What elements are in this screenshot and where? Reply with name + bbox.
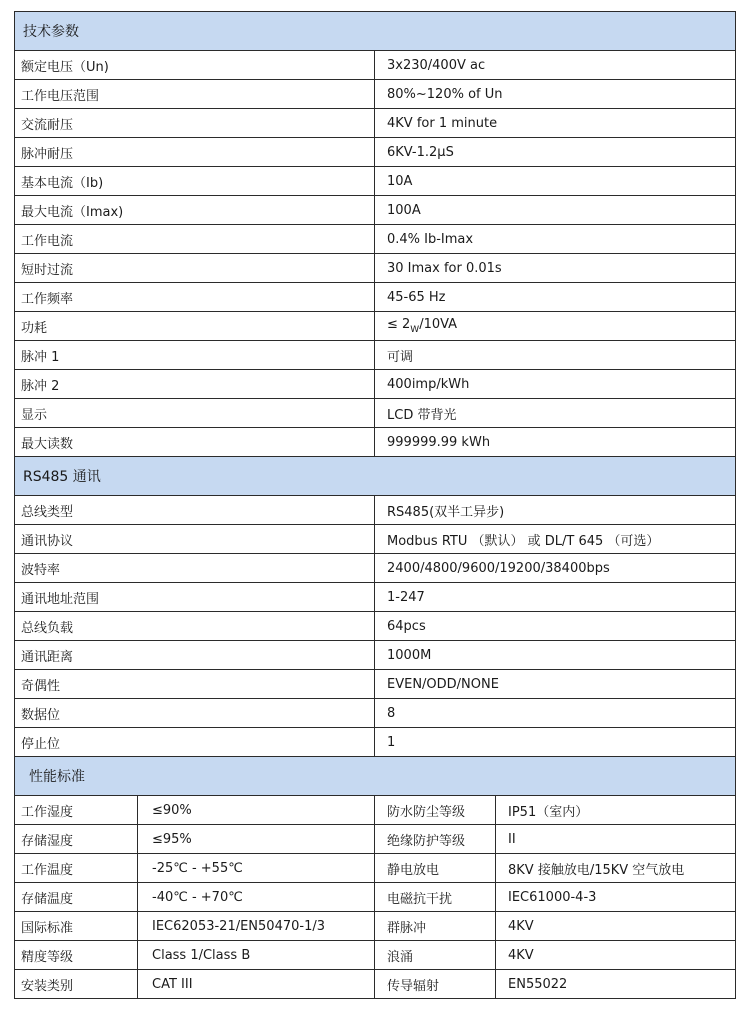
param-value: -40℃ - +70℃ xyxy=(138,883,375,912)
param-label: 静电放电 xyxy=(375,854,496,883)
param-value: Class 1/Class B xyxy=(138,941,375,970)
param-label: 绝缘防护等级 xyxy=(375,825,496,854)
param-value: EN55022 xyxy=(496,970,736,999)
param-value: 80%~120% of Un xyxy=(375,80,736,109)
table-row xyxy=(15,912,736,941)
param-label: 国际标准 xyxy=(15,912,138,941)
table-row xyxy=(15,699,736,728)
table-row xyxy=(15,554,736,583)
param-value: LCD 带背光 xyxy=(375,399,736,428)
param-label: 通讯距离 xyxy=(15,641,375,670)
param-label: 交流耐压 xyxy=(15,109,375,138)
param-value: 400imp/kWh xyxy=(375,370,736,399)
param-value: 4KV xyxy=(496,912,736,941)
spec-sheet xyxy=(14,11,735,999)
param-label: 脉冲耐压 xyxy=(15,138,375,167)
param-label: 显示 xyxy=(15,399,375,428)
table-row xyxy=(15,225,736,254)
param-value: 8 xyxy=(375,699,736,728)
param-label: 脉冲 2 xyxy=(15,370,375,399)
param-label: 总线负载 xyxy=(15,612,375,641)
table-row xyxy=(15,796,736,825)
param-value: Modbus RTU （默认） 或 DL/T 645 （可选） xyxy=(375,525,736,554)
table-row xyxy=(15,167,736,196)
param-value: 999999.99 kWh xyxy=(375,428,736,457)
table-row xyxy=(15,399,736,428)
table-row xyxy=(15,80,736,109)
section-header xyxy=(15,457,736,496)
table-row xyxy=(15,51,736,80)
table-row xyxy=(15,728,736,757)
table-row xyxy=(15,525,736,554)
param-label: 传导辐射 xyxy=(375,970,496,999)
param-label: 安装类别 xyxy=(15,970,138,999)
table-row xyxy=(15,138,736,167)
param-value: RS485(双半工异步) xyxy=(375,496,736,525)
param-value: 45-65 Hz xyxy=(375,283,736,312)
param-label: 最大电流（Imax) xyxy=(15,196,375,225)
param-label: 存储温度 xyxy=(15,883,138,912)
param-label: 基本电流（Ib) xyxy=(15,167,375,196)
param-value: 可调 xyxy=(375,341,736,370)
table-row xyxy=(15,883,736,912)
param-label: 奇偶性 xyxy=(15,670,375,699)
table-row xyxy=(15,428,736,457)
param-label: 总线类型 xyxy=(15,496,375,525)
param-value: EVEN/ODD/NONE xyxy=(375,670,736,699)
table-row xyxy=(15,254,736,283)
table-row xyxy=(15,670,736,699)
param-label: 通讯协议 xyxy=(15,525,375,554)
table-row xyxy=(15,496,736,525)
param-label: 通讯地址范围 xyxy=(15,583,375,612)
param-label: 工作湿度 xyxy=(15,796,138,825)
param-label: 数据位 xyxy=(15,699,375,728)
param-label: 工作频率 xyxy=(15,283,375,312)
param-value: -25℃ - +55℃ xyxy=(138,854,375,883)
section-title: 技术参数 xyxy=(15,12,736,51)
param-label: 工作电压范围 xyxy=(15,80,375,109)
table-row xyxy=(15,612,736,641)
param-value: IEC61000-4-3 xyxy=(496,883,736,912)
param-value xyxy=(375,312,736,341)
table-row xyxy=(15,583,736,612)
param-label: 群脉冲 xyxy=(375,912,496,941)
param-label: 防水防尘等级 xyxy=(375,796,496,825)
param-value: 100A xyxy=(375,196,736,225)
param-label: 波特率 xyxy=(15,554,375,583)
section-title: RS485 通讯 xyxy=(15,457,736,496)
power-suffix: /10VA xyxy=(419,317,458,332)
param-label: 浪涌 xyxy=(375,941,496,970)
param-value: 1 xyxy=(375,728,736,757)
param-value: II xyxy=(496,825,736,854)
param-value: 3x230/400V ac xyxy=(375,51,736,80)
technical-parameters-table xyxy=(14,11,736,457)
table-row xyxy=(15,283,736,312)
param-value: 8KV 接触放电/15KV 空气放电 xyxy=(496,854,736,883)
table-row xyxy=(15,941,736,970)
param-value: 0.4% Ib-Imax xyxy=(375,225,736,254)
param-value: 4KV xyxy=(496,941,736,970)
table-row xyxy=(15,196,736,225)
param-label: 停止位 xyxy=(15,728,375,757)
param-value: IEC62053-21/EN50470-1/3 xyxy=(138,912,375,941)
table-row xyxy=(15,370,736,399)
rs485-table xyxy=(14,456,736,757)
param-value: 30 Imax for 0.01s xyxy=(375,254,736,283)
param-label: 功耗 xyxy=(15,312,375,341)
table-row xyxy=(15,341,736,370)
section-header xyxy=(15,12,736,51)
param-value: 6KV-1.2μS xyxy=(375,138,736,167)
section-header xyxy=(15,757,736,796)
param-value: 4KV for 1 minute xyxy=(375,109,736,138)
performance-standards-table xyxy=(14,756,736,999)
param-label: 最大读数 xyxy=(15,428,375,457)
table-row xyxy=(15,825,736,854)
param-label: 精度等级 xyxy=(15,941,138,970)
table-row xyxy=(15,312,736,341)
param-value: ≤95% xyxy=(138,825,375,854)
table-row xyxy=(15,854,736,883)
param-value: 1-247 xyxy=(375,583,736,612)
table-row xyxy=(15,970,736,999)
table-row xyxy=(15,109,736,138)
param-label: 工作电流 xyxy=(15,225,375,254)
table-row xyxy=(15,641,736,670)
param-value: CAT III xyxy=(138,970,375,999)
param-label: 工作温度 xyxy=(15,854,138,883)
param-label: 电磁抗干扰 xyxy=(375,883,496,912)
power-subscript: W xyxy=(410,325,420,335)
power-prefix: ≤ 2 xyxy=(387,317,411,332)
param-value: 1000M xyxy=(375,641,736,670)
param-label: 存储湿度 xyxy=(15,825,138,854)
param-value: ≤90% xyxy=(138,796,375,825)
param-value: IP51（室内） xyxy=(496,796,736,825)
param-value: 64pcs xyxy=(375,612,736,641)
param-label: 短时过流 xyxy=(15,254,375,283)
param-value: 2400/4800/9600/19200/38400bps xyxy=(375,554,736,583)
param-value: 10A xyxy=(375,167,736,196)
param-label: 额定电压（Un) xyxy=(15,51,375,80)
section-title: 性能标准 xyxy=(15,757,736,796)
param-label: 脉冲 1 xyxy=(15,341,375,370)
